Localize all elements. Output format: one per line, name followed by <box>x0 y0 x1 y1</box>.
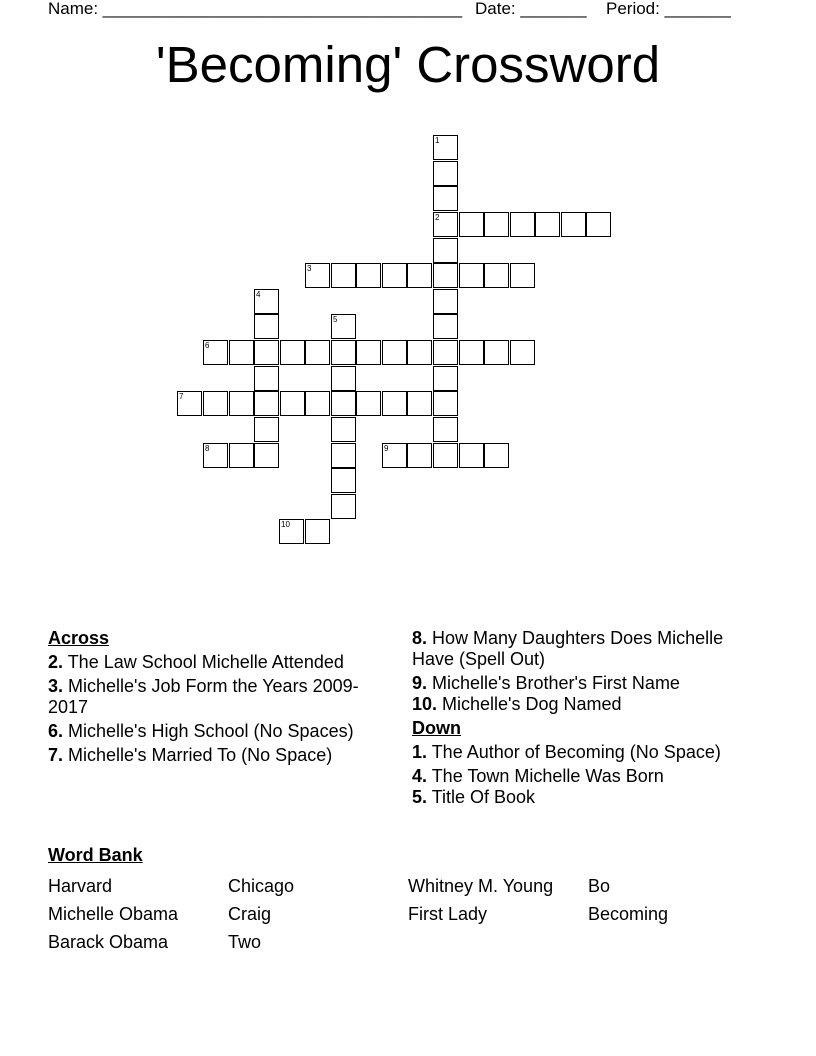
crossword-cell[interactable] <box>331 443 356 468</box>
crossword-cell[interactable] <box>356 263 381 288</box>
crossword-cell[interactable] <box>586 212 611 237</box>
crossword-cell[interactable] <box>331 263 356 288</box>
crossword-cell[interactable] <box>433 289 458 314</box>
clue-number-10: 10 <box>281 520 290 529</box>
word-bank-title: Word Bank <box>48 845 143 865</box>
crossword-cell[interactable] <box>254 443 279 468</box>
crossword-cell[interactable] <box>254 417 279 442</box>
crossword-cell[interactable] <box>382 340 407 365</box>
crossword-cell[interactable] <box>280 391 305 416</box>
crossword-cell[interactable] <box>280 340 305 365</box>
clue-down-5: 5. Title Of Book <box>412 787 536 807</box>
crossword-cell[interactable] <box>433 186 458 211</box>
crossword-cell[interactable] <box>331 340 356 365</box>
crossword-cell[interactable] <box>510 340 535 365</box>
crossword-cell[interactable] <box>331 494 356 519</box>
date-field-label: Date: _______ <box>475 0 587 18</box>
crossword-cell[interactable] <box>484 263 509 288</box>
clue-across-8: 8. How Many Daughters Does Michelle Have (Spell Out) <box>412 628 724 669</box>
crossword-cell[interactable] <box>331 391 356 416</box>
period-field-label: Period: _______ <box>606 0 731 18</box>
crossword-cell[interactable] <box>254 391 279 416</box>
crossword-cell[interactable] <box>254 366 279 391</box>
clue-number-6: 6 <box>205 341 210 350</box>
crossword-cell[interactable] <box>561 212 586 237</box>
crossword-cell[interactable] <box>433 161 458 186</box>
clue-number-8: 8 <box>205 444 210 453</box>
crossword-cell[interactable] <box>407 340 432 365</box>
crossword-cell[interactable] <box>382 263 407 288</box>
crossword-cell[interactable] <box>433 366 458 391</box>
crossword-cell[interactable] <box>407 443 432 468</box>
crossword-cell[interactable] <box>459 443 484 468</box>
clue-down-1: 1. The Author of Becoming (No Space) <box>412 742 721 762</box>
clue-across-6: 6. Michelle's High School (No Spaces) <box>48 721 354 741</box>
across-heading: Across <box>48 628 110 648</box>
crossword-cell[interactable] <box>535 212 560 237</box>
clue-number-1: 1 <box>435 136 440 145</box>
clue-across-2: 2. The Law School Michelle Attended <box>48 652 344 672</box>
crossword-cell[interactable] <box>356 391 381 416</box>
clue-across-7: 7. Michelle's Married To (No Space) <box>48 745 333 765</box>
crossword-cell[interactable] <box>433 340 458 365</box>
clue-across-3: 3. Michelle's Job Form the Years 2009-2017 <box>48 676 359 717</box>
crossword-cell[interactable] <box>356 340 381 365</box>
crossword-cell[interactable] <box>305 340 330 365</box>
word-bank-item: Bo <box>588 876 611 896</box>
crossword-cell[interactable] <box>433 391 458 416</box>
down-heading: Down <box>412 718 461 738</box>
crossword-cell[interactable] <box>433 238 458 263</box>
word-bank-item: Barack Obama <box>48 932 169 952</box>
crossword-cell[interactable] <box>484 212 509 237</box>
word-bank-item: Chicago <box>228 876 295 896</box>
crossword-cell[interactable] <box>459 340 484 365</box>
name-field-label: Name: ______________________________________ <box>48 0 463 18</box>
clues-column-right <box>412 628 742 811</box>
clue-number-3: 3 <box>307 264 312 273</box>
crossword-cell[interactable] <box>484 340 509 365</box>
crossword-cell[interactable] <box>331 468 356 493</box>
crossword-cell[interactable] <box>459 263 484 288</box>
crossword-cell[interactable] <box>510 212 535 237</box>
clue-number-9: 9 <box>384 444 389 453</box>
crossword-cell[interactable] <box>331 366 356 391</box>
crossword-cell[interactable] <box>305 391 330 416</box>
crossword-cell[interactable] <box>510 263 535 288</box>
clue-number-2: 2 <box>435 213 440 222</box>
crossword-cell[interactable] <box>254 314 279 339</box>
clue-down-4: 4. The Town Michelle Was Born <box>412 766 664 786</box>
crossword-cell[interactable] <box>254 340 279 365</box>
crossword-cell[interactable] <box>407 263 432 288</box>
word-bank-item: Harvard <box>48 876 113 896</box>
crossword-cell[interactable] <box>305 519 330 544</box>
crossword-cell[interactable] <box>407 391 432 416</box>
clue-number-7: 7 <box>179 392 184 401</box>
clue-number-4: 4 <box>256 290 261 299</box>
word-bank-item: Michelle Obama <box>48 904 179 924</box>
word-bank-item: Whitney M. Young <box>408 876 554 896</box>
crossword-cell[interactable] <box>331 417 356 442</box>
crossword-cell[interactable] <box>433 263 458 288</box>
crossword-cell[interactable] <box>433 417 458 442</box>
word-bank-item: Craig <box>228 904 272 924</box>
crossword-cell[interactable] <box>229 391 254 416</box>
word-bank-item: Becoming <box>588 904 669 924</box>
crossword-cell[interactable] <box>459 212 484 237</box>
crossword-cell[interactable] <box>484 443 509 468</box>
word-bank-item: Two <box>228 932 262 952</box>
word-bank-item: First Lady <box>408 904 488 924</box>
page-title: 'Becoming' Crossword <box>155 36 661 93</box>
clue-across-10: 10. Michelle's Dog Named <box>412 694 622 714</box>
crossword-cell[interactable] <box>433 443 458 468</box>
crossword-cell[interactable] <box>203 391 228 416</box>
clue-across-9: 9. Michelle's Brother's First Name <box>412 673 680 693</box>
crossword-cell[interactable] <box>382 391 407 416</box>
clue-number-5: 5 <box>333 315 338 324</box>
crossword-cell[interactable] <box>433 314 458 339</box>
clues-column-left <box>48 628 388 769</box>
crossword-cell[interactable] <box>229 340 254 365</box>
crossword-cell[interactable] <box>229 443 254 468</box>
